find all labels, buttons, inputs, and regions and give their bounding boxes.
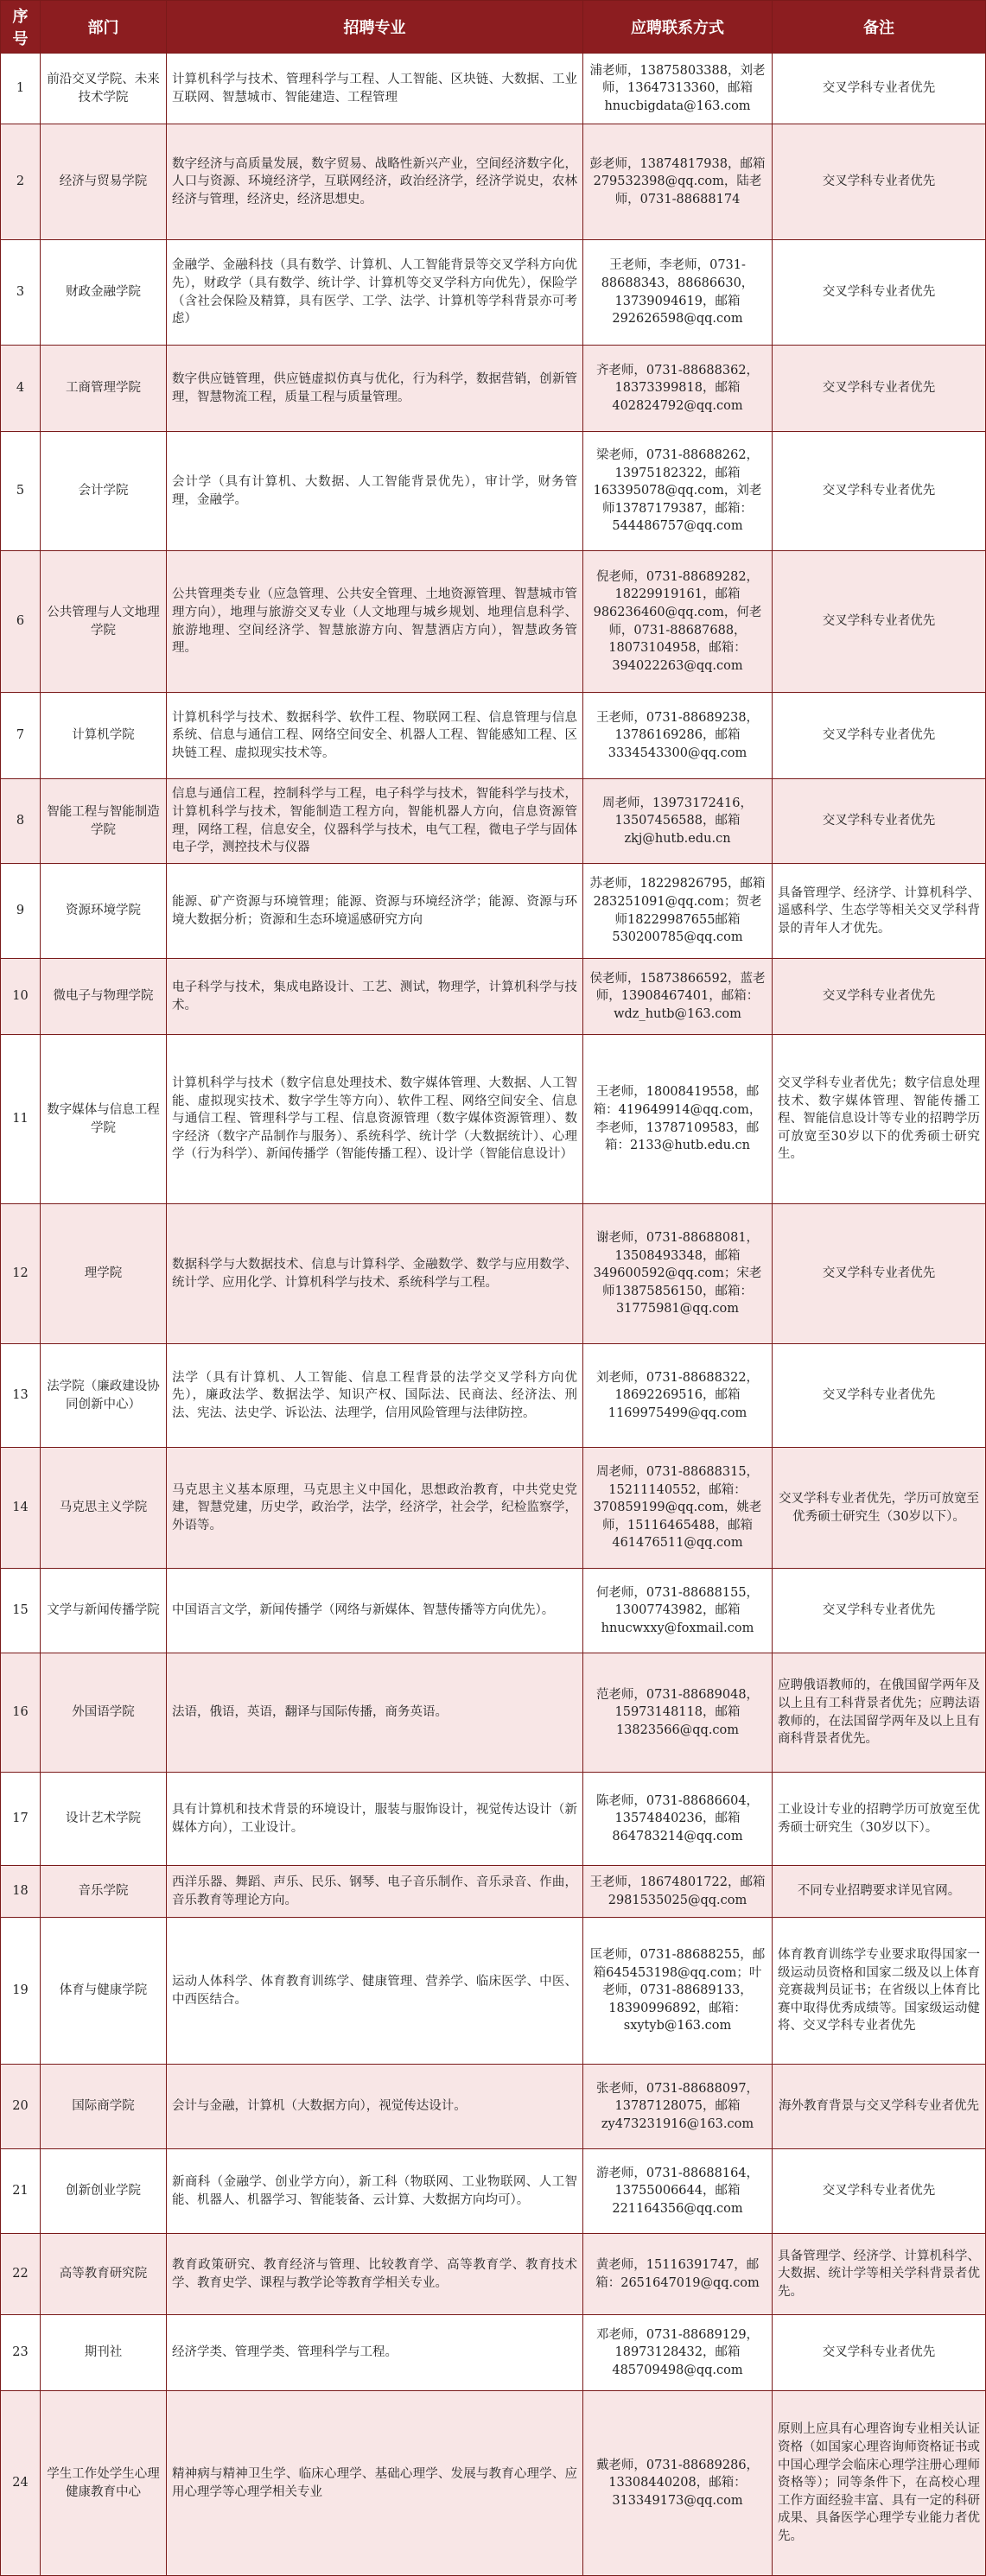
contact-info: 侯老师，15873866592，蓝老师，13908467401，邮箱：wdz_hutb@163.com [583, 959, 773, 1035]
major-list: 会计与金融，计算机（大数据方向），视觉传达设计。 [167, 2065, 583, 2149]
department-name: 马克思主义学院 [41, 1448, 167, 1569]
department-name: 公共管理与人文地理学院 [41, 551, 167, 693]
contact-info: 范老师，0731-88689048，15973148118，邮箱13823566@qq.com [583, 1653, 773, 1773]
table-body [1, 54, 986, 2576]
department-name: 理学院 [41, 1204, 167, 1344]
department-name: 资源环境学院 [41, 864, 167, 959]
row-index: 16 [1, 1653, 41, 1773]
row-index: 17 [1, 1773, 41, 1866]
major-list: 法语，俄语，英语，翻译与国际传播，商务英语。 [167, 1653, 583, 1773]
contact-info: 彭老师，13874817938，邮箱279532398@qq.com，陆老师，0731-88688174 [583, 124, 773, 240]
row-index: 2 [1, 124, 41, 240]
table-row [1, 2391, 986, 2576]
department-name: 体育与健康学院 [41, 1918, 167, 2065]
table-row [1, 124, 986, 240]
row-index: 22 [1, 2234, 41, 2315]
major-list: 电子科学与技术，集成电路设计、工艺、测试，物理学，计算机科学与技术。 [167, 959, 583, 1035]
note-text: 具备管理学、经济学、计算机科学、大数据、统计学等相关学科背景者优先。 [773, 2234, 986, 2315]
contact-info: 黄老师，15116391747，邮箱：2651647019@qq.com [583, 2234, 773, 2315]
table-row [1, 2315, 986, 2391]
table-row [1, 54, 986, 124]
table-row [1, 2065, 986, 2149]
table-row [1, 864, 986, 959]
header-major: 招聘专业 [167, 1, 583, 54]
table-row [1, 432, 986, 551]
major-list: 精神病与精神卫生学、临床心理学、基础心理学、发展与教育心理学、应用心理学等心理学相关专业 [167, 2391, 583, 2576]
note-text: 交叉学科专业者优先，学历可放宽至优秀硕士研究生（30岁以下）。 [773, 1448, 986, 1569]
major-list: 会计学（具有计算机、大数据、人工智能背景优先），审计学，财务管理，金融学。 [167, 432, 583, 551]
contact-info: 王老师，18008419558，邮箱：419649914@qq.com，李老师，13787109583，邮箱：2133@hutb.edu.cn [583, 1035, 773, 1204]
contact-info: 周老师，0731-88688315，15211140552，邮箱：370859199@qq.com，姚老师，15116465488，邮箱461476511@qq.com [583, 1448, 773, 1569]
table-row [1, 1918, 986, 2065]
major-list: 数字供应链管理，供应链虚拟仿真与优化，行为科学，数据营销，创新管理，智慧物流工程，质量工程与质量管理。 [167, 346, 583, 432]
major-list: 运动人体科学、体育教育训练学、健康管理、营养学、临床医学、中医、中西医结合。 [167, 1918, 583, 2065]
note-text: 应聘俄语教师的，在俄国留学两年及以上且有工科背景者优先；应聘法语教师的，在法国留学两年及以上且有商科背景者优先。 [773, 1653, 986, 1773]
note-text: 交叉学科专业者优先 [773, 2149, 986, 2234]
row-index: 15 [1, 1569, 41, 1653]
department-name: 设计艺术学院 [41, 1773, 167, 1866]
contact-info: 张老师，0731-88688097，13787128075，邮箱zy473231916@163.com [583, 2065, 773, 2149]
note-text: 交叉学科专业者优先 [773, 1344, 986, 1448]
major-list: 新商科（金融学、创业学方向），新工科（物联网、工业物联网、人工智能、机器人、机器学习、智能装备、云计算、大数据方向均可）。 [167, 2149, 583, 2234]
header-contact: 应聘联系方式 [583, 1, 773, 54]
note-text: 交叉学科专业者优先 [773, 432, 986, 551]
row-index: 9 [1, 864, 41, 959]
major-list: 中国语言文学，新闻传播学（网络与新媒体、智慧传播等方向优先）。 [167, 1569, 583, 1653]
contact-info: 陈老师，0731-88686604，13574840236，邮箱864783214@qq.com [583, 1773, 773, 1866]
major-list: 计算机科学与技术（数字信息处理技术、数字媒体管理、大数据、人工智能、虚拟现实技术、数字学生等方向）、软件工程、网络空间安全、信息与通信工程、管理科学与工程、信息资源管理（数字媒体资源管理）、数字经济（数字产品制作与服务）、系统科学、统计学（大数据统计）、心理学（行为科学）、新闻传播学（智能传播工程）、设计学（智能信息设计） [167, 1035, 583, 1204]
table-row [1, 1204, 986, 1344]
note-text: 交叉学科专业者优先 [773, 551, 986, 693]
table-row [1, 1653, 986, 1773]
contact-info: 戴老师，0731-88689286，13308440208，邮箱：313349173@qq.com [583, 2391, 773, 2576]
department-name: 学生工作处学生心理健康教育中心 [41, 2391, 167, 2576]
note-text: 交叉学科专业者优先 [773, 959, 986, 1035]
row-index: 18 [1, 1866, 41, 1918]
header-row [1, 1, 986, 54]
department-name: 经济与贸易学院 [41, 124, 167, 240]
major-list: 西洋乐器、舞蹈、声乐、民乐、钢琴、电子音乐制作、音乐录音、作曲，音乐教育等理论方向。 [167, 1866, 583, 1918]
department-name: 前沿交叉学院、未来技术学院 [41, 54, 167, 124]
note-text: 工业设计专业的招聘学历可放宽至优秀硕士研究生（30岁以下）。 [773, 1773, 986, 1866]
contact-info: 邓老师，0731-88689129，18973128432，邮箱485709498@qq.com [583, 2315, 773, 2391]
table-row [1, 1569, 986, 1653]
department-name: 微电子与物理学院 [41, 959, 167, 1035]
department-name: 音乐学院 [41, 1866, 167, 1918]
major-list: 马克思主义基本原理，马克思主义中国化，思想政治教育，中共党史党建，智慧党建，历史学，政治学，法学，经济学，社会学，纪检监察学，外语等。 [167, 1448, 583, 1569]
note-text: 交叉学科专业者优先；数字信息处理技术、数字媒体管理、智能传播工程、智能信息设计等专业的招聘学历可放宽至30岁以下的优秀硕士研究生。 [773, 1035, 986, 1204]
table-row [1, 1773, 986, 1866]
table-row [1, 2234, 986, 2315]
row-index: 6 [1, 551, 41, 693]
row-index: 21 [1, 2149, 41, 2234]
contact-info: 王老师，0731-88689238，13786169286，邮箱3334543300@qq.com [583, 693, 773, 779]
row-index: 10 [1, 959, 41, 1035]
contact-info: 游老师，0731-88688164，13755006644，邮箱221164356@qq.com [583, 2149, 773, 2234]
contact-info: 王老师，李老师，0731-88688343，88686630，13739094619，邮箱292626598@qq.com [583, 240, 773, 346]
table-row [1, 240, 986, 346]
major-list: 计算机科学与技术、管理科学与工程、人工智能、区块链、大数据、工业互联网、智慧城市、智能建造、工程管理 [167, 54, 583, 124]
major-list: 教育政策研究、教育经济与管理、比较教育学、高等教育学、教育技术学、教育史学、课程与教学论等教育学相关专业。 [167, 2234, 583, 2315]
major-list: 信息与通信工程，控制科学与工程，电子科学与技术，智能科学与技术，计算机科学与技术，智能制造工程方向，智能机器人方向，信息资源管理，网络工程，信息安全，仪器科学与技术，电气工程，微电子学与固体电子学，测控技术与仪器 [167, 779, 583, 864]
note-text: 交叉学科专业者优先 [773, 2315, 986, 2391]
major-list: 数字经济与高质量发展，数字贸易、战略性新兴产业，空间经济数字化，人口与资源、环境经济学，互联网经济，政治经济学，经济学说史，农林经济与管理，经济史，经济思想史。 [167, 124, 583, 240]
major-list: 计算机科学与技术、数据科学、软件工程、物联网工程、信息管理与信息系统、信息与通信工程、网络空间安全、机器人工程、智能感知工程、区块链工程、虚拟现实技术等。 [167, 693, 583, 779]
note-text: 交叉学科专业者优先 [773, 240, 986, 346]
contact-info: 刘老师，0731-88688322，18692269516，邮箱1169975499@qq.com [583, 1344, 773, 1448]
major-list: 数据科学与大数据技术、信息与计算科学、金融数学、数学与应用数学、统计学、应用化学、计算机科学与技术、系统科学与工程。 [167, 1204, 583, 1344]
table-row [1, 1448, 986, 1569]
row-index: 8 [1, 779, 41, 864]
contact-info: 齐老师，0731-88688362，18373399818，邮箱402824792@qq.com [583, 346, 773, 432]
major-list: 公共管理类专业（应急管理、公共安全管理、土地资源管理、智慧城市管理方向），地理与旅游交叉专业（人文地理与城乡规划、地理信息科学、旅游地理、空间经济学、智慧旅游方向、智慧酒店方向），智慧政务管理。 [167, 551, 583, 693]
department-name: 数字媒体与信息工程学院 [41, 1035, 167, 1204]
department-name: 财政金融学院 [41, 240, 167, 346]
table-row [1, 1866, 986, 1918]
note-text: 交叉学科专业者优先 [773, 346, 986, 432]
header-department: 部门 [41, 1, 167, 54]
row-index: 4 [1, 346, 41, 432]
contact-info: 匡老师，0731-88688255，邮箱645453198@qq.com；叶老师，0731-88689133，18390996892，邮箱：sxytyb@163.com [583, 1918, 773, 2065]
row-index: 24 [1, 2391, 41, 2576]
major-list: 金融学、金融科技（具有数学、计算机、人工智能背景等交叉学科方向优先），财政学（具有数学、统计学、计算机等交叉学科方向优先），保险学（含社会保险及精算，具有医学、工学、法学、计算机等学科背景亦可考虑） [167, 240, 583, 346]
table-row [1, 779, 986, 864]
table-row [1, 1344, 986, 1448]
note-text: 交叉学科专业者优先 [773, 54, 986, 124]
note-text: 不同专业招聘要求详见官网。 [773, 1866, 986, 1918]
row-index: 19 [1, 1918, 41, 2065]
department-name: 工商管理学院 [41, 346, 167, 432]
header-note: 备注 [773, 1, 986, 54]
major-list: 法学（具有计算机、人工智能、信息工程背景的法学交叉学科方向优先），廉政法学、数据法学、知识产权、国际法、民商法、经济法、刑法、宪法、法史学、诉讼法、法理学，信用风险管理与法律防控。 [167, 1344, 583, 1448]
row-index: 7 [1, 693, 41, 779]
department-name: 高等教育研究院 [41, 2234, 167, 2315]
note-text: 海外教育背景与交叉学科专业者优先 [773, 2065, 986, 2149]
contact-info: 王老师，18674801722，邮箱2981535025@qq.com [583, 1866, 773, 1918]
department-name: 期刊社 [41, 2315, 167, 2391]
contact-info: 何老师，0731-88688155，13007743982，邮箱hnucwxxy@foxmail.com [583, 1569, 773, 1653]
row-index: 11 [1, 1035, 41, 1204]
department-name: 创新创业学院 [41, 2149, 167, 2234]
contact-info: 浦老师，13875803388，刘老师，13647313360，邮箱hnucbigdata@163.com [583, 54, 773, 124]
department-name: 计算机学院 [41, 693, 167, 779]
contact-info: 谢老师，0731-88688081，13508493348，邮箱349600592@qq.com；宋老师13875856150，邮箱：31775981@qq.com [583, 1204, 773, 1344]
department-name: 会计学院 [41, 432, 167, 551]
department-name: 智能工程与智能制造学院 [41, 779, 167, 864]
table-header [1, 1, 986, 54]
row-index: 1 [1, 54, 41, 124]
department-name: 法学院（廉政建设协同创新中心） [41, 1344, 167, 1448]
note-text: 交叉学科专业者优先 [773, 693, 986, 779]
contact-info: 倪老师，0731-88689282，18229919161，邮箱986236460@qq.com，何老师，0731-88687688，18073104958，邮箱：394022263@qq.com [583, 551, 773, 693]
table-row [1, 1035, 986, 1204]
note-text: 交叉学科专业者优先 [773, 1569, 986, 1653]
row-index: 5 [1, 432, 41, 551]
contact-info: 周老师，13973172416，13507456588，邮箱zkj@hutb.edu.cn [583, 779, 773, 864]
note-text: 交叉学科专业者优先 [773, 779, 986, 864]
department-name: 外国语学院 [41, 1653, 167, 1773]
table-row [1, 693, 986, 779]
header-index: 序号 [1, 1, 41, 54]
note-text: 交叉学科专业者优先 [773, 124, 986, 240]
row-index: 14 [1, 1448, 41, 1569]
note-text: 具备管理学、经济学、计算机科学、遥感科学、生态学等相关交叉学科背景的青年人才优先。 [773, 864, 986, 959]
row-index: 12 [1, 1204, 41, 1344]
row-index: 3 [1, 240, 41, 346]
note-text: 体育教育训练学专业要求取得国家一级运动员资格和国家二级及以上体育竞赛裁判员证书；在省级以上体育比赛中取得优秀成绩等。国家级运动健将、交叉学科专业者优先 [773, 1918, 986, 2065]
row-index: 23 [1, 2315, 41, 2391]
note-text: 原则上应具有心理咨询专业相关认证资格（如国家心理咨询师资格证书或中国心理学会临床心理学注册心理师资格等）；同等条件下，在高校心理工作方面经验丰富、具有一定的科研成果、具备医学心理学专业能力者优先。 [773, 2391, 986, 2576]
contact-info: 梁老师，0731-88688262，13975182322，邮箱163395078@qq.com，刘老师13787179387，邮箱：544486757@qq.com [583, 432, 773, 551]
department-name: 文学与新闻传播学院 [41, 1569, 167, 1653]
row-index: 13 [1, 1344, 41, 1448]
major-list: 能源、矿产资源与环境管理；能源、资源与环境经济学；能源、资源与环境大数据分析；资源和生态环境遥感研究方向 [167, 864, 583, 959]
row-index: 20 [1, 2065, 41, 2149]
major-list: 经济学类、管理学类、管理科学与工程。 [167, 2315, 583, 2391]
table-row [1, 346, 986, 432]
table-row [1, 959, 986, 1035]
major-list: 具有计算机和技术背景的环境设计，服装与服饰设计，视觉传达设计（新媒体方向），工业设计。 [167, 1773, 583, 1866]
table-row [1, 551, 986, 693]
table-row [1, 2149, 986, 2234]
note-text: 交叉学科专业者优先 [773, 1204, 986, 1344]
contact-info: 苏老师，18229826795，邮箱283251091@qq.com；贺老师18229987655邮箱530200785@qq.com [583, 864, 773, 959]
department-name: 国际商学院 [41, 2065, 167, 2149]
